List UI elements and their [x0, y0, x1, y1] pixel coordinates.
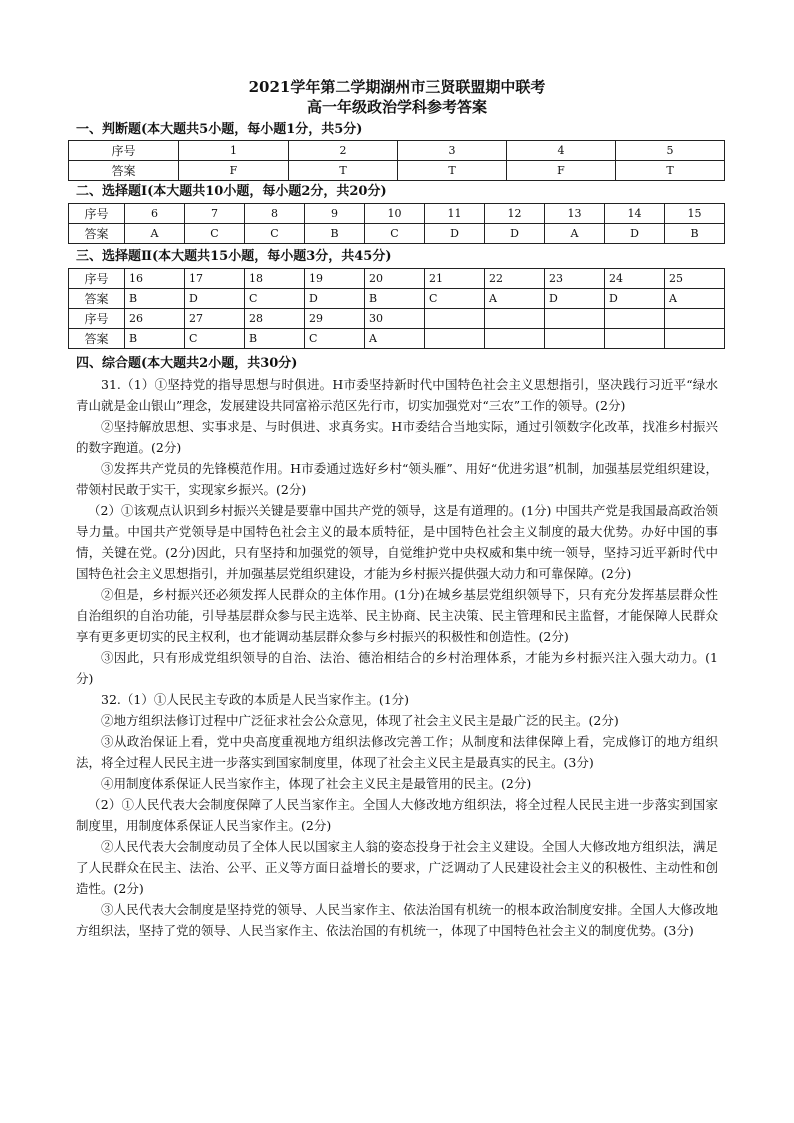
answer-cell: C [185, 224, 245, 244]
question-number [605, 309, 665, 329]
question-number: 21 [425, 269, 485, 289]
true-false-answer-table [68, 140, 725, 181]
answer-cell: C [425, 289, 485, 309]
answer-paragraph: 32.（1）①人民民主专政的本质是人民当家作主。(1分) [101, 692, 410, 707]
answer-cell: T [616, 161, 725, 181]
answer-paragraph: ③人民代表大会制度是坚持党的领导、人民当家作主、依法治国有机统一的根本政治制度安排。全国人大修改地方组织法，坚持了党的领导、人民当家作主、依法治国的有机统一，体现了中国特色社会主义的制度优势。(3分) [76, 902, 718, 938]
answer-cell: T [398, 161, 507, 181]
answer-cell: D [605, 224, 665, 244]
section-3-heading: 三、选择题Ⅱ(本大题共15小题，每小题3分，共45分) [76, 249, 392, 264]
question-number [665, 309, 725, 329]
answer-cell: D [305, 289, 365, 309]
answer-cell: F [179, 161, 289, 181]
question-number: 3 [398, 141, 507, 161]
answer-cell: D [485, 224, 545, 244]
question-number: 20 [365, 269, 425, 289]
question-number [425, 309, 485, 329]
answer-cell: B [245, 329, 305, 349]
question-number: 22 [485, 269, 545, 289]
section-4-heading: 四、综合题(本大题共2小题，共30分) [76, 356, 298, 371]
question-number: 24 [605, 269, 665, 289]
row-label: 答案 [69, 329, 125, 349]
question-number: 17 [185, 269, 245, 289]
answer-cell: A [485, 289, 545, 309]
section-2-heading: 二、选择题Ⅰ(本大题共10小题，每小题2分，共20分) [76, 184, 387, 199]
answer-cell: D [545, 289, 605, 309]
answer-cell: B [365, 289, 425, 309]
answer-cell [425, 329, 485, 349]
answer-paragraph: ②人民代表大会制度动员了全体人民以国家主人翁的姿态投身于社会主义建设。全国人大修改地方组织法，满足了人民群众在民主、法治、公平、正义等方面日益增长的要求，广泛调动了人民建设社会主义的积极性、主动性和创造性。(2分) [76, 839, 718, 896]
answer-cell [545, 329, 605, 349]
question-number: 6 [125, 204, 185, 224]
choice-1-answer-table [68, 203, 725, 244]
question-number: 18 [245, 269, 305, 289]
question-number: 13 [545, 204, 605, 224]
row-label: 答案 [69, 224, 125, 244]
answer-paragraph: （2）①人民代表大会制度保障了人民当家作主。全国人大修改地方组织法，将全过程人民民主进一步落实到国家制度里，用制度体系保证人民当家作主。(2分) [76, 797, 718, 833]
answer-cell: B [305, 224, 365, 244]
question-number: 12 [485, 204, 545, 224]
answer-paragraph: ③发挥共产党员的先锋模范作用。H市委通过选好乡村“领头雁”、用好“优进劣退”机制，加强基层党组织建设，带领村民敢于实干，实现家乡振兴。(2分) [76, 461, 718, 497]
question-number: 1 [179, 141, 289, 161]
answer-paragraph: ③从政治保证上看，党中央高度重视地方组织法修改完善工作；从制度和法律保障上看，完成修订的地方组织法，将全过程人民民主进一步落实到国家制度里，体现了社会主义民主是最真实的民主。(3分) [76, 734, 718, 770]
question-number: 11 [425, 204, 485, 224]
answer-cell: B [125, 289, 185, 309]
table-row [69, 141, 725, 161]
answer-paragraph: ③因此，只有形成党组织领导的自治、法治、德治相结合的乡村治理体系，才能为乡村振兴注入强大动力。(1分) [76, 650, 718, 686]
row-label: 答案 [69, 161, 179, 181]
question-number: 10 [365, 204, 425, 224]
answer-cell: F [507, 161, 616, 181]
question-number: 16 [125, 269, 185, 289]
answer-cell: D [185, 289, 245, 309]
answer-cell: T [289, 161, 398, 181]
answer-cell: C [305, 329, 365, 349]
table-row [69, 329, 725, 349]
answer-cell: D [425, 224, 485, 244]
question-number: 26 [125, 309, 185, 329]
question-number: 4 [507, 141, 616, 161]
answer-paragraph: 31.（1）①坚持党的指导思想与时俱进。H市委坚持新时代中国特色社会主义思想指引，坚决践行习近平“绿水青山就是金山银山”理念，发展建设共同富裕示范区先行市，切实加强党对“三农”工作的领导。(2分) [76, 377, 718, 413]
answer-cell: C [185, 329, 245, 349]
answer-cell: B [665, 224, 725, 244]
answer-cell: A [665, 289, 725, 309]
table-row [69, 224, 725, 244]
question-number: 7 [185, 204, 245, 224]
question-number: 14 [605, 204, 665, 224]
question-number [485, 309, 545, 329]
table-row [69, 289, 725, 309]
essay-answers [76, 374, 718, 941]
row-label: 序号 [69, 204, 125, 224]
section-1-heading: 一、判断题(本大题共5小题，每小题1分，共5分) [76, 122, 363, 137]
answer-paragraph: （2）①该观点认识到乡村振兴关键是要靠中国共产党的领导，这是有道理的。(1分) 中国共产党是我国最高政治领导力量。中国共产党领导是中国特色社会主义的最本质特征，是中国特色社会主义制度的最大优势。办好中国的事情，关键在党。(2分)因此，只有坚持和加强党的领导，自觉维护党中央权威和集中统一领导，坚持习近平新时代中国特色社会主义思想指引，并加强基层党组织建设，才能为乡村振兴提供强大动力和可靠保障。(2分) [76, 503, 718, 581]
answer-paragraph: ②地方组织法修订过程中广泛征求社会公众意见，体现了社会主义民主是最广泛的民主。(2分) [101, 713, 619, 728]
row-label: 序号 [69, 141, 179, 161]
answer-cell [665, 329, 725, 349]
question-number: 2 [289, 141, 398, 161]
table-row [69, 161, 725, 181]
question-number: 5 [616, 141, 725, 161]
row-label: 序号 [69, 309, 125, 329]
answer-cell: B [125, 329, 185, 349]
question-number: 29 [305, 309, 365, 329]
answer-cell [605, 329, 665, 349]
question-number: 15 [665, 204, 725, 224]
answer-cell: A [365, 329, 425, 349]
question-number: 23 [545, 269, 605, 289]
table-row [69, 309, 725, 329]
question-number: 9 [305, 204, 365, 224]
choice-2-answer-table [68, 268, 725, 349]
answer-paragraph: ②但是，乡村振兴还必须发挥人民群众的主体作用。(1分)在城乡基层党组织领导下，只有充分发挥基层群众性自治组织的自治功能，引导基层群众参与民主选举、民主协商、民主决策、民主管理和民主监督，才能保障人民群众享有更多更切实的民主权利，也才能调动基层群众参与乡村振兴的积极性和创造性。(2分) [76, 587, 718, 644]
answer-cell: A [545, 224, 605, 244]
answer-cell: C [245, 289, 305, 309]
answer-paragraph: ④用制度体系保证人民当家作主，体现了社会主义民主是最管用的民主。(2分) [101, 776, 532, 791]
question-number: 30 [365, 309, 425, 329]
answer-paragraph: ②坚持解放思想、实事求是、与时俱进、求真务实。H市委结合当地实际，通过引领数字化改革，找准乡村振兴的数字跑道。(2分) [76, 419, 718, 455]
question-number: 8 [245, 204, 305, 224]
table-row [69, 204, 725, 224]
question-number: 27 [185, 309, 245, 329]
question-number: 19 [305, 269, 365, 289]
answer-cell: C [365, 224, 425, 244]
answer-cell: D [605, 289, 665, 309]
answer-cell [485, 329, 545, 349]
question-number: 28 [245, 309, 305, 329]
table-row [69, 269, 725, 289]
row-label: 序号 [69, 269, 125, 289]
row-label: 答案 [69, 289, 125, 309]
exam-subtitle: 高一年级政治学科参考答案 [306, 98, 487, 116]
exam-title: 2021学年第二学期湖州市三贤联盟期中联考 [248, 78, 546, 96]
question-number [545, 309, 605, 329]
answer-cell: A [125, 224, 185, 244]
question-number: 25 [665, 269, 725, 289]
answer-cell: C [245, 224, 305, 244]
